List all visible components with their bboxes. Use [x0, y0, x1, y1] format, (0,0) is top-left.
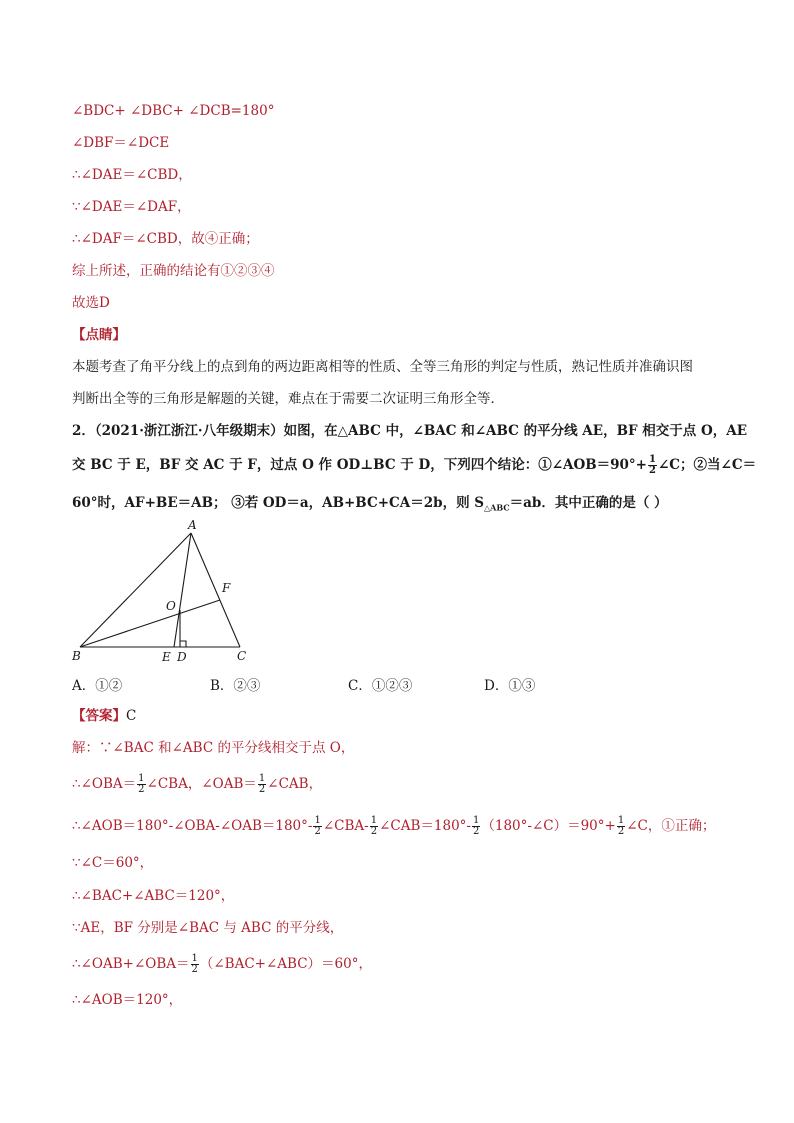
choice-d-letter: D．: [484, 678, 509, 694]
solution-3-c: ∠CAB＝180°-: [379, 818, 471, 834]
proof-line-4: ∵∠DAE＝∠DAF，: [72, 199, 191, 215]
side-ab: [80, 533, 191, 647]
question-line-3-b: ＝ab．其中正确的是（ ）: [509, 495, 668, 511]
solution-2-b: ∠CBA，∠OAB＝: [146, 776, 257, 792]
fraction-half: [370, 816, 378, 837]
fraction-half: [313, 816, 321, 837]
question-line-2-a: 交 BC 于 E，BF 交 AC 于 F，过点 O 作 OD⊥BC 于 D，下列四个结论：①∠AOB＝90°+: [72, 457, 647, 473]
proof-line-1: ∠BDC+ ∠DBC+ ∠DCB=180°: [72, 103, 275, 119]
triangle-figure: [64, 516, 264, 666]
comment-text-2: 判断出全等的三角形是解题的关键，难点在于需要二次证明三角形全等．: [72, 391, 504, 407]
solution-line-8: ∴∠AOB＝120°，: [72, 992, 183, 1008]
solution-line-4: ∵∠C＝60°，: [72, 855, 154, 871]
label-c: C: [237, 649, 247, 663]
proof-line-5: ∴∠DAF＝∠CBD，故④正确；: [72, 231, 259, 247]
fraction-den: 2: [370, 826, 378, 837]
solution-line-6: ∵AE，BF 分别是∠BAC 与 ABC 的平分线，: [72, 920, 344, 936]
fraction-num: 1: [617, 815, 625, 826]
label-o: O: [166, 599, 176, 613]
question-line-1: 2．（2021·浙江浙江·八年级期末）如图，在△ABC 中，∠BAC 和∠ABC 的平分线 AE，BF 相交于点 O，AE: [72, 423, 747, 439]
fraction-half: [191, 954, 199, 975]
solution-line-7: [72, 954, 372, 975]
fraction-half: [617, 816, 625, 837]
solution-2-c: ∠CAB，: [267, 776, 323, 792]
choice-b-value: ②③: [233, 678, 261, 694]
solution-line-3: [72, 816, 715, 837]
question-line-2: [72, 455, 756, 476]
proof-line-7: 故选D: [72, 295, 110, 311]
bisector-ae: [174, 533, 191, 647]
solution-3-a: ∴∠AOB＝180°-∠OBA-∠OAB＝180°-: [72, 818, 313, 834]
fraction-num: 1: [472, 815, 480, 826]
solution-3-b: ∠CBA-: [322, 818, 369, 834]
question-line-2-b: ∠C；②当∠C＝: [657, 457, 757, 473]
label-a: A: [188, 518, 197, 532]
choice-b-letter: B．: [210, 678, 234, 694]
fraction-den: 2: [314, 826, 321, 837]
answer-value: C: [126, 708, 137, 724]
fraction-half: [648, 455, 657, 476]
answer-label: 【答案】: [72, 708, 126, 724]
proof-line-2: ∠DBF＝∠DCE: [72, 135, 170, 151]
choice-c-letter: C．: [348, 678, 372, 694]
comment-header: 【点睛】: [72, 327, 126, 343]
comment-text-1: 本题考查了角平分线上的点到角的两边距离相等的性质、全等三角形的判定与性质，熟记性质并准确识图: [72, 359, 693, 375]
right-angle-mark: [180, 641, 186, 647]
choice-b[interactable]: [210, 674, 260, 694]
fraction-den: 2: [472, 826, 480, 837]
choice-c[interactable]: [348, 674, 412, 694]
bisector-bf: [80, 600, 220, 647]
answer-choices: [72, 674, 722, 694]
choice-a-value: ①②: [95, 678, 123, 694]
solution-7-a: ∴∠OAB+∠OBA＝: [72, 956, 190, 972]
fraction-den: 2: [138, 784, 145, 795]
fraction-half: [472, 816, 480, 837]
choice-a[interactable]: [72, 674, 122, 694]
question-line-3-a: 60°时，AF+BE＝AB； ③若 OD＝a，AB+BC+CA＝2b，则 S: [72, 495, 485, 511]
solution-3-e: ∠C，①正确；: [626, 818, 716, 834]
solution-3-d: （180°-∠C）＝90°+: [481, 818, 616, 834]
proof-line-3: ∴∠DAE＝∠CBD，: [72, 167, 192, 183]
fraction-num: 1: [138, 773, 145, 784]
fraction-den: 2: [617, 826, 625, 837]
fraction-num: 1: [649, 454, 656, 465]
choice-d[interactable]: [484, 674, 535, 694]
label-f: F: [222, 581, 231, 595]
solution-line-2: [72, 774, 322, 795]
solution-line-5: ∴∠BAC+∠ABC＝120°，: [72, 888, 235, 904]
label-e: E: [162, 650, 171, 664]
fraction-den: 2: [649, 465, 656, 476]
question-line-3: [72, 493, 668, 518]
solution-2-a: ∴∠OBA＝: [72, 776, 137, 792]
solution-line-1: 解：∵∠BAC 和∠ABC 的平分线相交于点 O，: [72, 740, 355, 756]
fraction-num: 1: [370, 815, 378, 826]
fraction-num: 1: [191, 953, 198, 964]
choice-c-value: ①②③: [371, 678, 413, 694]
solution-7-b: （∠BAC+∠ABC）＝60°，: [199, 956, 372, 972]
fraction-den: 2: [191, 964, 198, 975]
fraction-num: 1: [258, 773, 266, 784]
choice-a-letter: A．: [72, 678, 96, 694]
proof-line-6: 综上所述，正确的结论有①②③④: [72, 263, 275, 279]
side-ac: [191, 533, 240, 647]
area-subscript: △ABC: [484, 502, 510, 513]
fraction-den: 2: [258, 784, 266, 795]
choice-d-value: ①③: [508, 678, 536, 694]
fraction-half: [258, 774, 266, 795]
fraction-half: [137, 774, 145, 795]
label-d: D: [177, 650, 187, 664]
answer-line: [72, 706, 136, 726]
label-b: B: [72, 649, 81, 663]
fraction-num: 1: [314, 815, 321, 826]
